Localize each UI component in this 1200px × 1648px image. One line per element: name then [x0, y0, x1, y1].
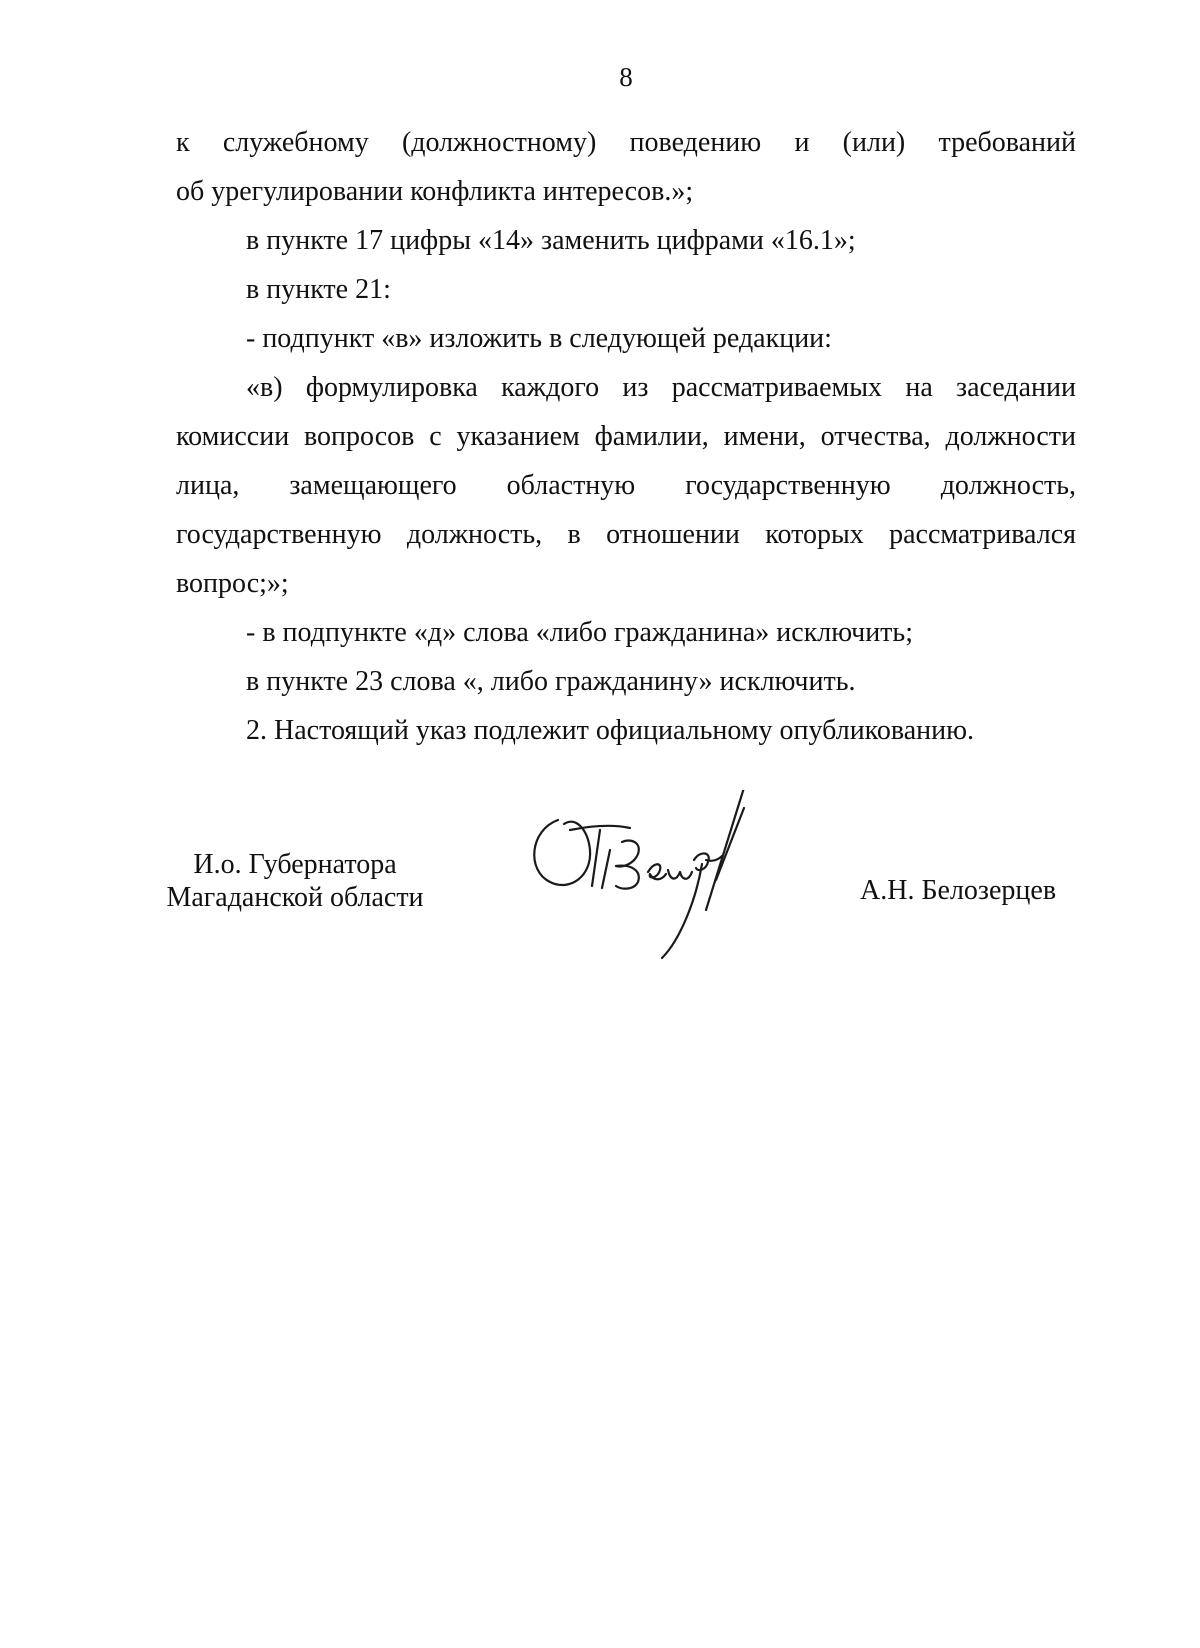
page-number: 8 [619, 62, 633, 92]
paragraph-3: в пункте 21: [246, 274, 391, 305]
paragraph-4: - подпункт «в» изложить в следующей редакции: [246, 323, 832, 354]
paragraph-1-line-1: к служебному (должностному) поведению и (или) требований [176, 127, 1076, 158]
signatory-position-line-2: Магаданской области [166, 882, 424, 913]
paragraph-1-line-2: об урегулировании конфликта интересов.»; [176, 176, 694, 207]
document-body [176, 118, 1076, 755]
signatory-position [150, 848, 440, 914]
signatory-position-line-1: И.о. Губернатора [193, 849, 397, 880]
paragraph-8: 2. Настоящий указ подлежит официальному опубликованию. [246, 715, 975, 746]
paragraph-7: в пункте 23 слова «, либо гражданину» исключить. [246, 666, 856, 697]
paragraph-6: - в подпункте «д» слова «либо гражданина» исключить; [246, 617, 913, 648]
paragraph-5-last-line: вопрос;»; [176, 568, 289, 599]
paragraph-2: в пункте 17 цифры «14» заменить цифрами «16.1»; [246, 225, 856, 256]
handwritten-signature [530, 790, 800, 970]
signatory-name: А.Н. Белозерцев [860, 875, 1057, 906]
paragraph-5: «в) формулировка каждого из рассматриваемых на заседании комиссии вопросов с указанием фамилии, имени, отчества, должности лица, замещающего областную государственную должность, государственную должность, в отношении которых рассматривался [176, 372, 1076, 550]
